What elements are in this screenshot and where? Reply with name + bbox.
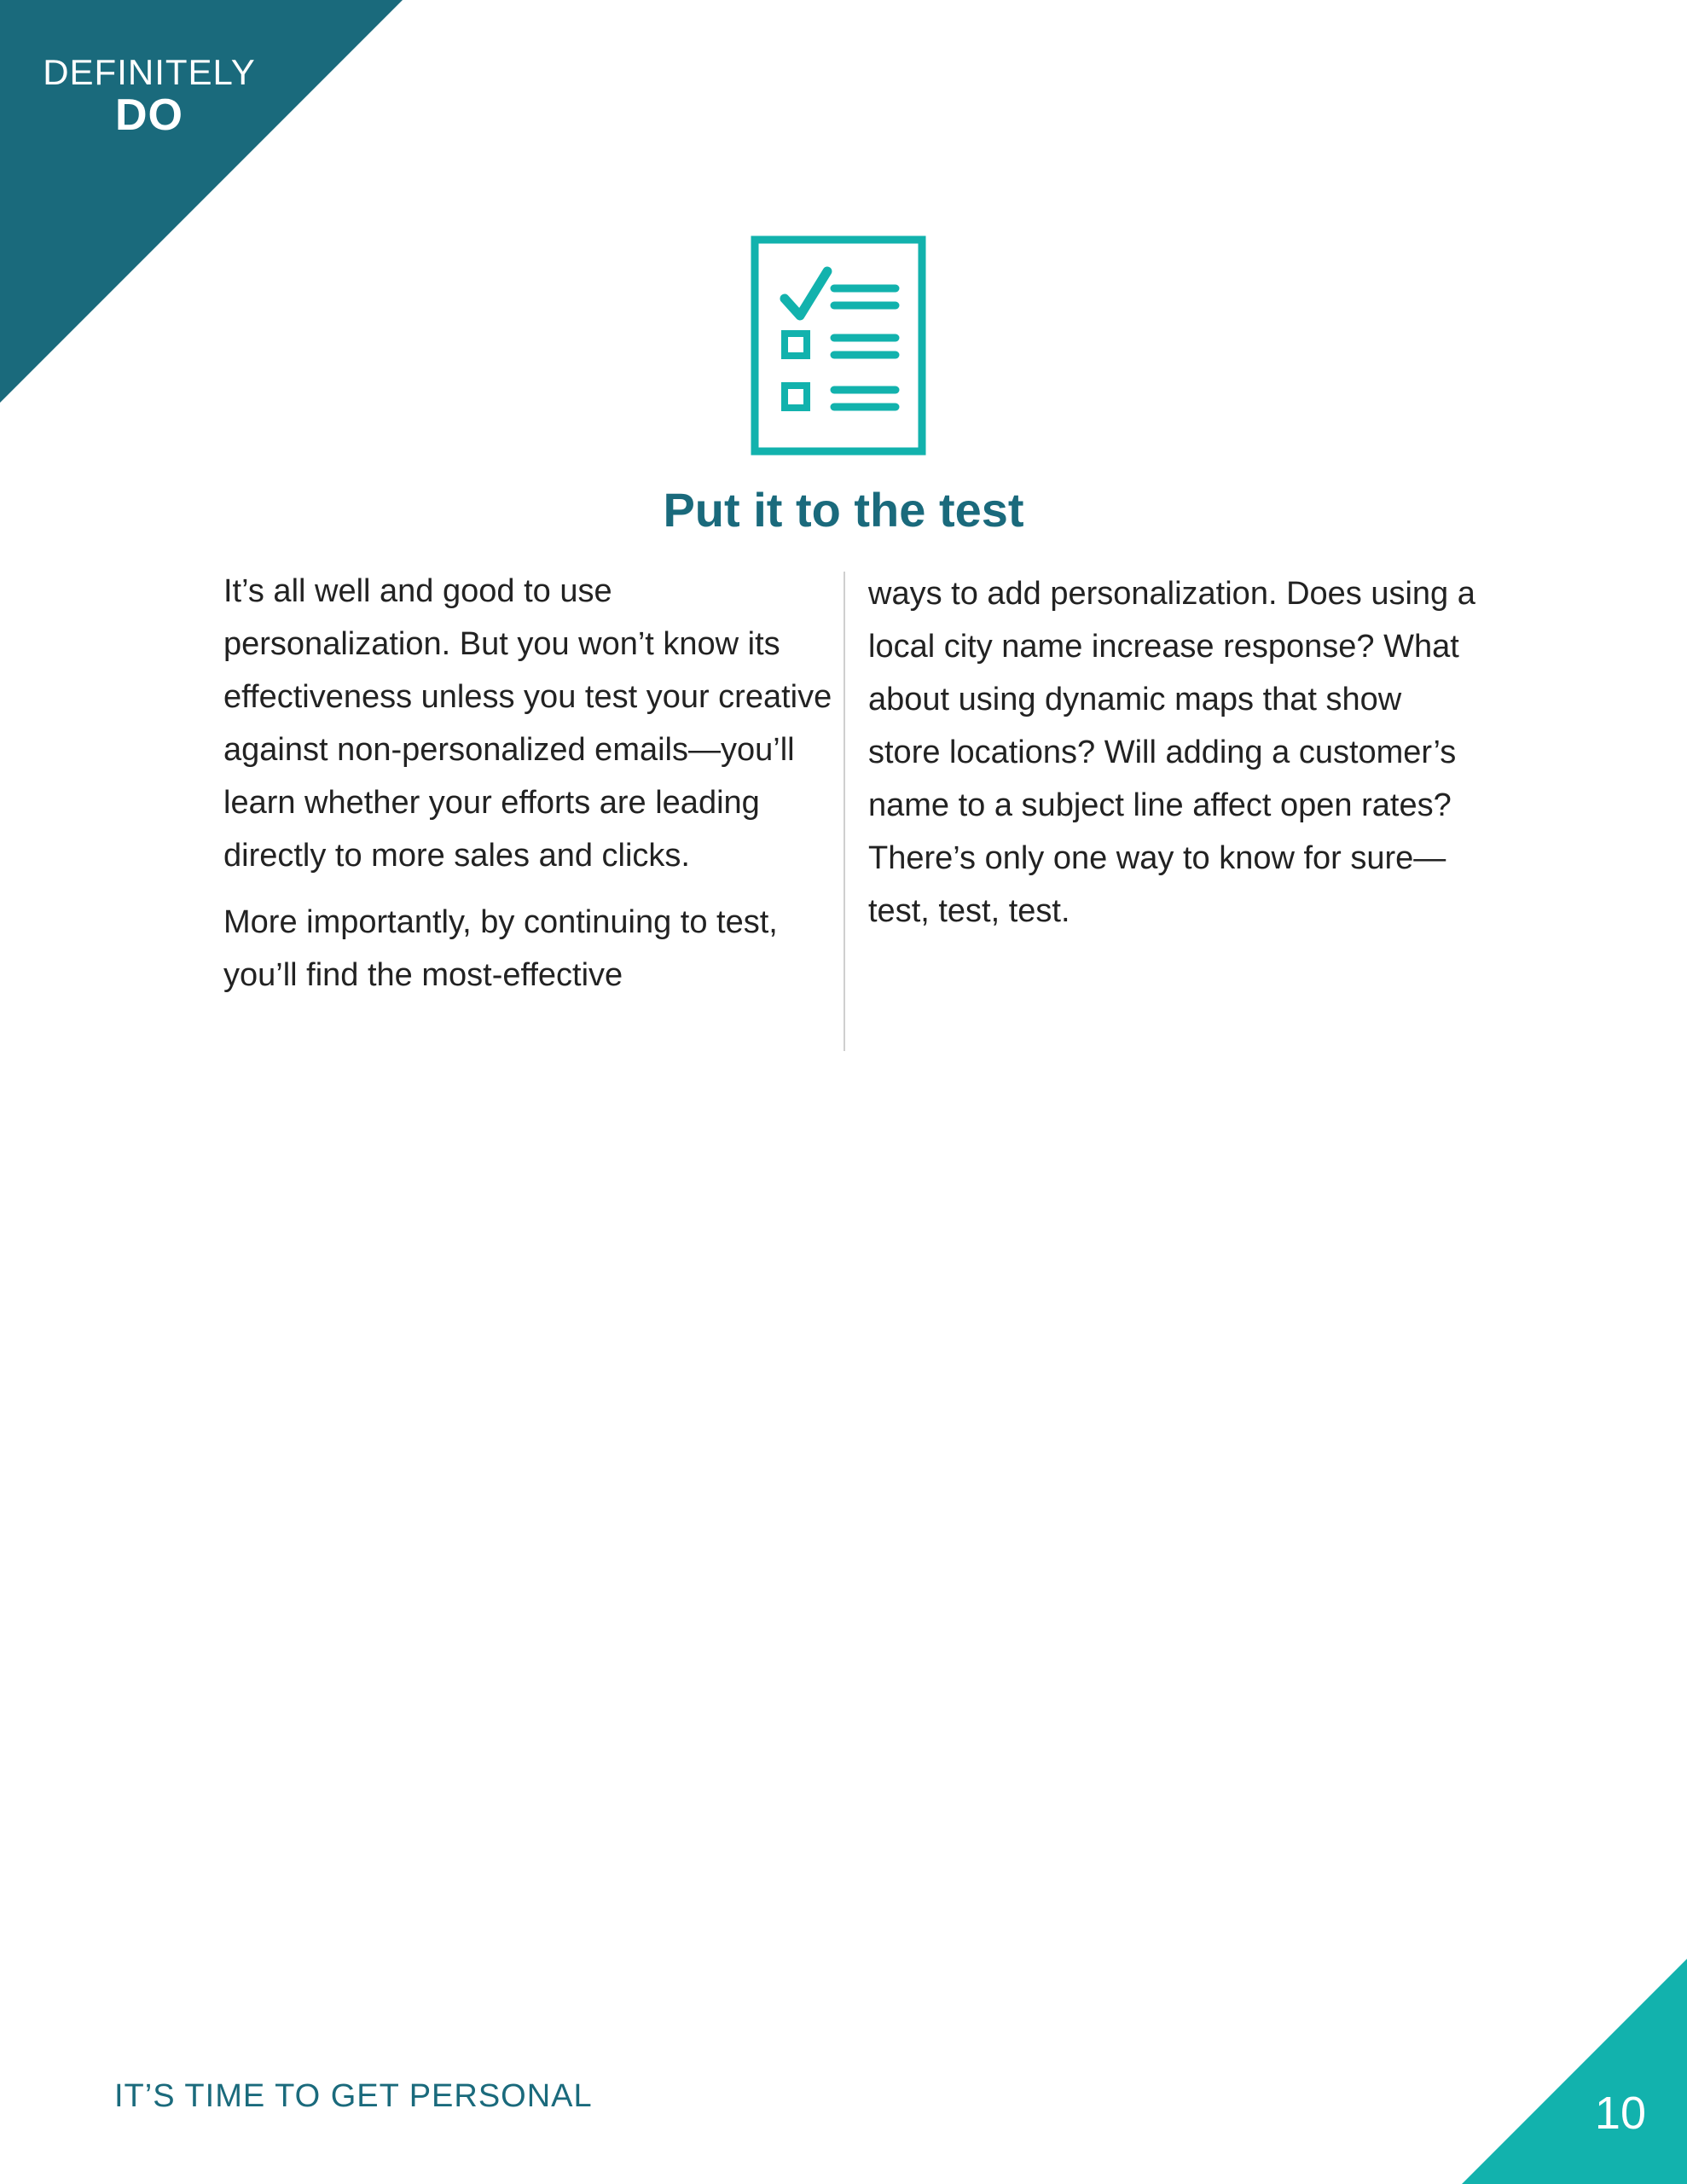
page-title: Put it to the test [663, 483, 1024, 537]
right-paragraph-1: ways to add personalization. Does using a local city name increase response? What about using dynamic maps that show store locations? Will adding a customer’s name to a subject line affect open rates? There’s only one way to know for sure—test, test, test. [868, 576, 1475, 929]
left-paragraph-2: More importantly, by continuing to test, you’ll find the most-effective [223, 904, 778, 993]
corner-banner-label [0, 53, 299, 140]
page-number: 10 [1594, 2088, 1646, 2139]
checklist-icon [751, 235, 926, 456]
left-column [223, 565, 838, 1002]
page-number-corner [1462, 1959, 1687, 2184]
corner-banner-line2: DO [115, 90, 183, 141]
column-divider [844, 572, 845, 1051]
corner-banner-line1: DEFINITELY [43, 52, 256, 92]
right-column [868, 567, 1482, 938]
left-paragraph-1: It’s all well and good to use personalization. But you won’t know its effectiveness unless you test your creative against non-personalized emails—you’ll learn whether your efforts are leading directly to more sales and clicks. [223, 573, 832, 874]
footer-title: IT’S TIME TO GET PERSONAL [114, 2078, 593, 2114]
